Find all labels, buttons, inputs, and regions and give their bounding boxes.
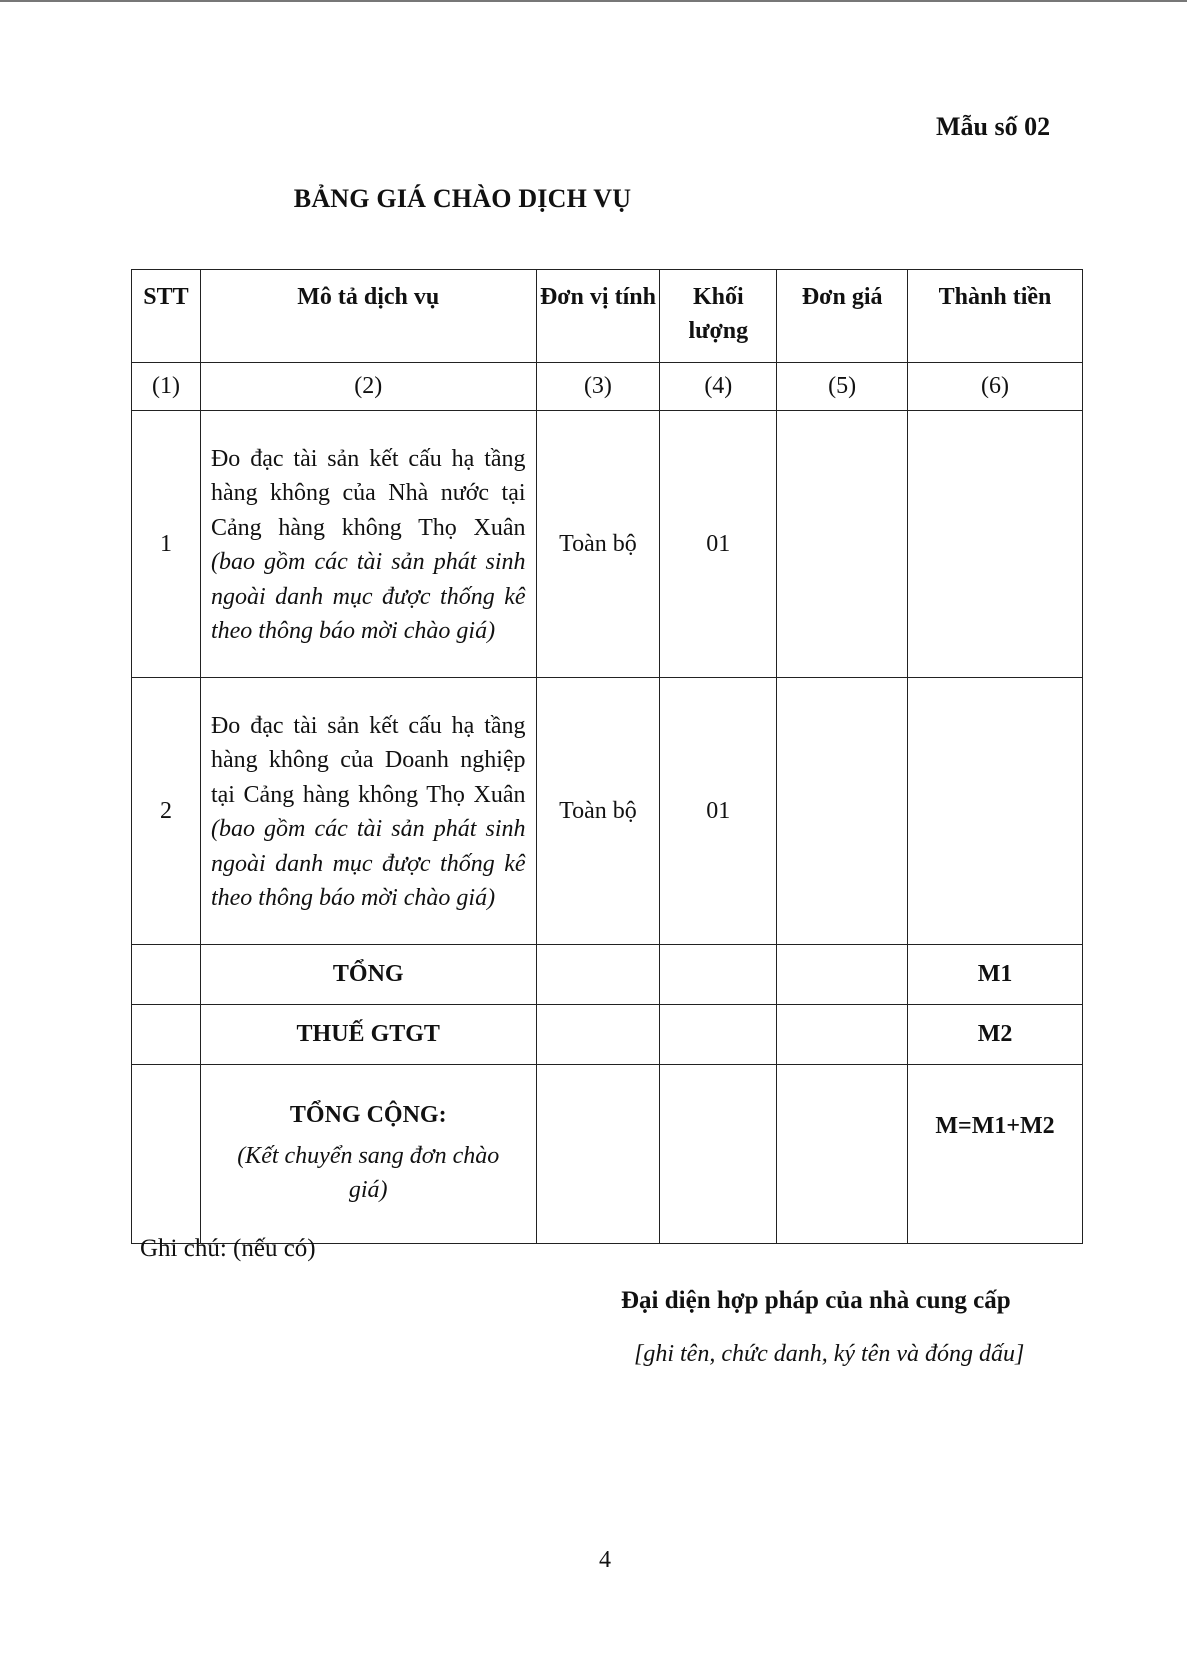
col-header-amount: Thành tiền [908,270,1083,363]
col-header-description: Mô tả dịch vụ [200,270,536,363]
col-number: (6) [908,363,1083,411]
table-row [132,411,1083,678]
col-header-unit: Đơn vị tính [536,270,660,363]
representative-title: Đại diện hợp pháp của nhà cung cấp [621,1287,1011,1314]
row-amount [908,678,1083,945]
col-number: (4) [660,363,777,411]
description-text: Đo đạc tài sản kết cấu hạ tầng hàng không của Doanh nghiệp tại Cảng hàng không Thọ Xuân [210,712,526,808]
subtotal-label: TỔNG [200,945,536,1005]
description-note: (bao gồm các tài sản phát sinh ngoài danh mục được thống kê theo thông báo mời chào giá) [210,816,526,911]
row-stt: 2 [132,678,201,945]
row-unit: Toàn bộ [536,678,660,945]
description-note: (bao gồm các tài sản phát sinh ngoài danh mục được thống kê theo thông báo mời chào giá) [210,549,526,644]
vat-label: THUẾ GTGT [200,1005,536,1065]
row-stt: 1 [132,411,201,678]
grand-total-value: M=M1+M2 [908,1065,1083,1244]
column-number-row [132,363,1083,411]
col-number: (3) [536,363,660,411]
row-unit-price [777,678,908,945]
row-quantity: 01 [660,411,777,678]
subtotal-value: M1 [908,945,1083,1005]
col-number: (1) [132,363,201,411]
vat-row [132,1005,1083,1065]
grand-total-label: TỔNG CỘNG: [289,1101,447,1128]
table-row [132,678,1083,945]
subtotal-row [132,945,1083,1005]
vat-value: M2 [908,1005,1083,1065]
col-number: (5) [777,363,908,411]
col-number: (2) [200,363,536,411]
row-amount [908,411,1083,678]
form-number: Mẫu số 02 [936,112,1051,141]
grand-total-row [132,1065,1083,1244]
price-quote-table [131,269,1083,1244]
representative-instruction: [ghi tên, chức danh, ký tên và đóng dấu] [634,1341,1025,1367]
row-quantity: 01 [660,678,777,945]
row-description [200,411,536,678]
row-description [200,678,536,945]
description-text: Đo đạc tài sản kết cấu hạ tầng hàng không của Nhà nước tại Cảng hàng không Thọ Xuân [210,445,526,541]
page-number: 4 [599,1547,611,1573]
note-text: Ghi chú: (nếu có) [140,1235,316,1262]
col-header-quantity: Khối lượng [660,270,777,363]
row-unit-price [777,411,908,678]
grand-total-cell [200,1065,536,1244]
grand-total-sublabel: (Kết chuyển sang đơn chào giá) [237,1142,500,1203]
scan-top-edge [0,0,1187,2]
col-header-unit-price: Đơn giá [777,270,908,363]
col-header-stt: STT [132,270,201,363]
document-title: BẢNG GIÁ CHÀO DỊCH VỤ [293,184,632,213]
row-unit: Toàn bộ [536,411,660,678]
table-header-row [132,270,1083,363]
